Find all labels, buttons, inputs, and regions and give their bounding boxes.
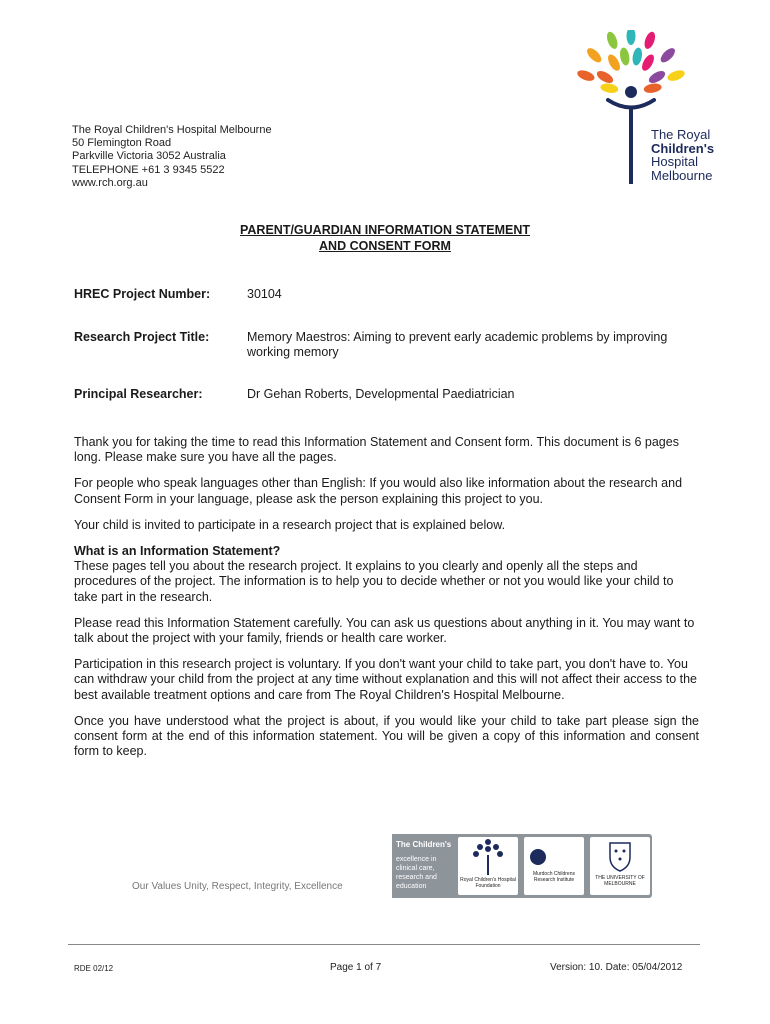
- logo-leaf: [595, 69, 615, 86]
- mcri-logo-icon: [524, 837, 584, 871]
- logo-leaf: [640, 53, 657, 73]
- values-line: Our Values Unity, Respect, Integrity, Excellence: [132, 881, 343, 892]
- partner-unimelb: [590, 837, 650, 895]
- version-date: Version: 10. Date: 05/04/2012: [550, 962, 683, 973]
- rch-logo-text: [651, 128, 714, 182]
- hospital-address: [72, 124, 272, 190]
- logo-text-line: Melbourne: [651, 167, 713, 183]
- partner-mcri: [524, 837, 584, 895]
- section-heading: What is an Information Statement?: [74, 544, 281, 559]
- address-line: www.rch.org.au: [72, 176, 148, 189]
- paragraph-read: Please read this Information Statement carefully. You can ask us questions about anything in it. You may want to talk about the project with your family, friends or health care worker.: [74, 615, 695, 646]
- footer-code: RDE 02/12: [74, 964, 114, 973]
- logo-text-line: Hospital: [651, 154, 698, 169]
- logo-leaf: [606, 53, 623, 73]
- logo-leaf: [619, 47, 631, 66]
- project-title-label: Research Project Title:: [74, 330, 210, 344]
- partner-childrens-campus: [392, 834, 456, 898]
- logo-leaf: [647, 69, 667, 86]
- document-title: [0, 222, 770, 254]
- hrec-number-label: HREC Project Number:: [74, 287, 211, 301]
- partner-title: The Children's: [396, 840, 452, 849]
- rch-tree-small-icon: [458, 837, 518, 877]
- partner-line: research and: [396, 874, 437, 881]
- logo-text-line: Children's: [651, 140, 715, 156]
- title-line-2: AND CONSENT FORM: [319, 239, 451, 253]
- footer-divider: [68, 944, 700, 945]
- logo-leaf: [642, 30, 657, 50]
- university-crest-icon: [590, 837, 650, 873]
- partner-line: excellence in: [396, 856, 437, 863]
- paragraph-languages: For people who speak languages other than English: If you would also like information about the research and Consent Form in your language, please ask the person explaining this project to you.: [74, 476, 683, 506]
- partner-label: Royal Children's Hospital Foundation: [460, 877, 516, 889]
- logo-leaf: [585, 46, 604, 65]
- logo-leaf: [643, 82, 662, 94]
- logo-leaf: [658, 46, 677, 65]
- partner-rch: [458, 837, 518, 895]
- logo-leaf: [627, 30, 636, 45]
- body-text: [74, 435, 699, 770]
- page-number: Page 1 of 7: [330, 962, 382, 973]
- paragraph-invite: Your child is invited to participate in a research project that is explained below.: [74, 517, 506, 532]
- logo-leaf: [605, 30, 620, 50]
- address-line: TELEPHONE +61 3 9345 5522: [72, 163, 225, 176]
- partner-label: Murdoch Childrens Research Institute: [533, 871, 575, 883]
- principal-researcher-value: Dr Gehan Roberts, Developmental Paediatrician: [247, 387, 515, 401]
- logo-text-line: The Royal: [651, 127, 711, 142]
- partner-line: clinical care,: [396, 865, 435, 872]
- logo-leaf: [631, 47, 643, 66]
- logo-leaf: [576, 68, 596, 83]
- title-line-1: PARENT/GUARDIAN INFORMATION STATEMENT: [239, 223, 531, 237]
- address-line: 50 Flemington Road: [72, 137, 172, 150]
- partner-line: education: [396, 883, 427, 890]
- paragraph-consent: Once you have understood what the project is about, if you would like your child to take part please sign the consent form at the end of this information statement. You will be given a copy of this information and consent form to keep.: [74, 713, 699, 759]
- paragraph-what-is: These pages tell you about the research project. It explains to you clearly and openly all the steps and procedures of the project. The information is to help you to decide whether or not you would like your child to take part in the research.: [74, 559, 674, 604]
- address-line: The Royal Children's Hospital Melbourne: [72, 124, 272, 136]
- partner-label: THE UNIVERSITY OF MELBOURNE: [595, 875, 645, 887]
- logo-leaf: [600, 82, 619, 94]
- address-line: Parkville Victoria 3052 Australia: [72, 150, 226, 163]
- hrec-number-value: 30104: [247, 287, 282, 301]
- paragraph-intro: Thank you for taking the time to read this Information Statement and Consent form. This document is 6 pages long. Please make sure you have all the pages.: [74, 435, 679, 465]
- project-title-value: Memory Maestros: Aiming to prevent early academic problems by improving working memory: [247, 330, 668, 359]
- principal-researcher-label: Principal Researcher:: [74, 387, 203, 401]
- logo-leaf: [666, 68, 686, 83]
- paragraph-voluntary: Participation in this research project is voluntary. If you don't want your child to take part, you don't have to. You can withdraw your child from the project at any time without explanation and this will not affect their access to the best available treatment options and care from The Royal Children's Hospital Melbourne.: [74, 657, 698, 702]
